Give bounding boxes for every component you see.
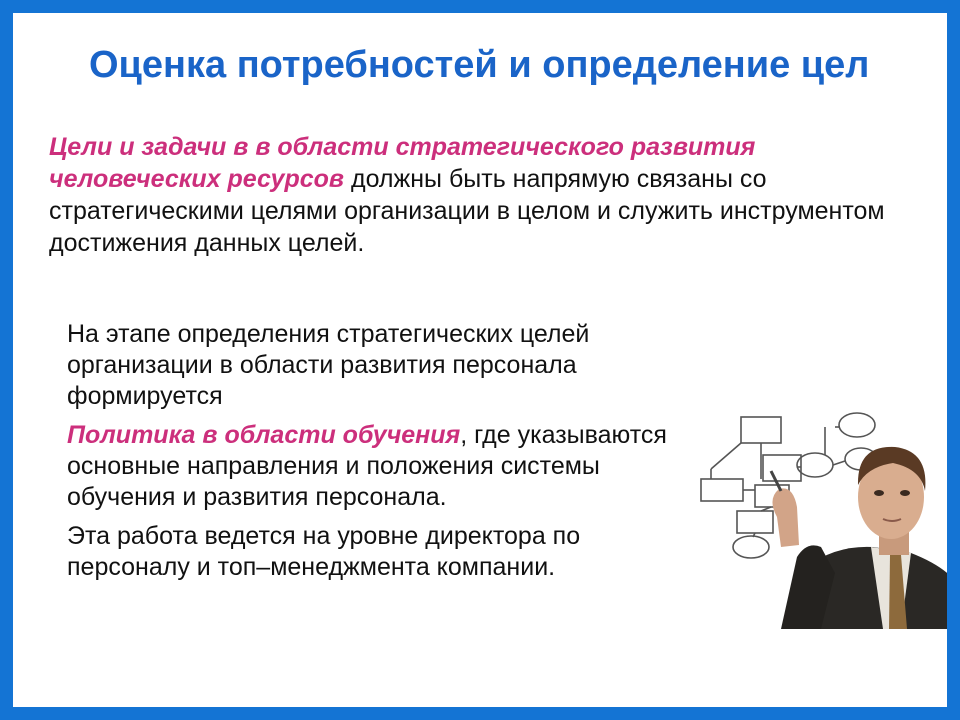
policy-emphasis: Политика в области обучения — [67, 421, 461, 449]
policy-text: , где указываются основные направления и положения системы обучения и развития персонала. — [67, 421, 667, 511]
slide-title: Оценка потребностей и определение цел — [89, 44, 870, 86]
policy-paragraph — [67, 420, 707, 513]
goals-text: должны быть напрямую связаны со стратегическими целями организации в целом и служить инструментом достижения данных целей. — [49, 165, 885, 257]
closing-paragraph: Эта работа ведется на уровне директора по персоналу и топ–менеджмента компании. — [67, 522, 581, 581]
goals-emphasis: Цели и задачи в в области стратегического развития человеческих ресурсов — [49, 133, 756, 193]
strategy-intro: На этапе определения стратегических целей организации в области развития персонала формируется — [67, 320, 590, 410]
businessman-flowchart-image — [685, 397, 960, 629]
strategy-block — [67, 319, 707, 591]
goals-paragraph — [49, 131, 909, 259]
